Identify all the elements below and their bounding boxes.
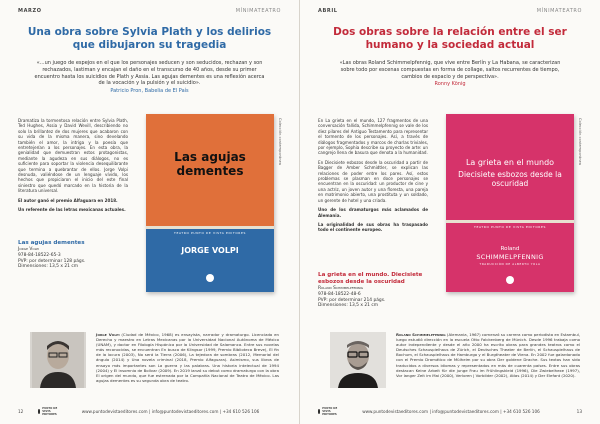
page-footer	[318, 406, 582, 416]
publisher-logo-icon	[318, 409, 320, 414]
cover-author-first: Roland	[500, 246, 520, 252]
page-title: Dos obras sobre la relación entre el ser humano y la sociedad actual	[333, 26, 567, 51]
book-author: Jorge Volpi	[18, 247, 40, 252]
book-title: La grieta en el mundo. Diecisiete esbozos desde la oscuridad	[318, 272, 423, 285]
press-quote	[332, 60, 568, 88]
book-price: PVP: por determinar	[18, 258, 63, 264]
author-bio	[396, 332, 580, 378]
publisher-logo-icon	[38, 409, 40, 414]
author-photo	[330, 332, 386, 388]
synopsis-paragraph: En Diecisiete esbozos desde la oscuridad a partir de Bagger de Amber Schmidtler, se explican las relaciones de poder entre los pares. Así, estos problemas se plasman en doce personajes se encuentran en la oscuridad: un productor de cine y una actriz, un joven autor y una floresta, una pareja en matrimonio abierto, una prostituta y un soldado, un gerente de hotel y una criada.	[318, 159, 428, 203]
quote-text: «…un juego de espejos en el que los personajes seducen y son seducidos, rechazan y son rechazados, lastiman y encajan el daño en el transcurso de 40 años, desde su primer encuentro hasta los suicidios de Plath y Assia. Las agujas dementes es una reflexión acerca de la vocación y la pulsión y el suicidio».	[34, 60, 265, 87]
book-price: PVP: por determinar	[318, 297, 363, 303]
footer-logo	[318, 407, 340, 416]
author-photo	[30, 332, 86, 388]
bio-author-name: Jorge Volpi	[96, 332, 120, 337]
bio-text: (Ciudad de México, 1968) es ensayista, narrador y dramaturgo. Licenciado en Derecho y maestro en Letras Mexicanas por la Universidad Nacional Autónoma de México (UNAM), y doctor en Filología Hispánica por la Universidad de Salamanca. Entre sus novelas más reconocidas, se encuentran En busca de Klingsor (1999, Premio Biblioteca Breve), El fin de la locura (2003), No será la Tierra (2006), La tejedora de sombras (2012, Memorial del ángulo (2014) y Una novela criminal (2018, Premio Alfaguara). Asimismo, sus libros de ensayo más importantes son La guerra y las palabras. Una historia intelectual de 1994 (2004) y El insomnio de Bolívar (2009). En 2019 lanzó su debut como dramaturgo con la obra El origen del mundo, que fue estrenada por la Compañía Nacional de Teatro de México. Las agujas dementes es su segunda obra de teatro.	[96, 332, 280, 383]
book-isbn: 978-84-18522-65-3	[18, 252, 61, 258]
author-bio	[96, 332, 279, 383]
cover-title: La grieta en el mundo	[465, 158, 555, 167]
quote-author: Patricio Pron, Babelia de El País	[110, 88, 189, 95]
book-author: Roland Schimmelpfennig	[318, 286, 364, 291]
page-title: Una obra sobre Sylvia Plath y los delirios que dibujaron su tragedia	[27, 26, 272, 51]
highlight-acclaim: Uno de los dramaturgos más aclamados de Alemania.	[318, 207, 428, 218]
cover-title: Las agujas dementes	[174, 150, 246, 178]
synopsis	[318, 118, 428, 237]
cover-series: TEATRO PUNTO DE VISTA EDITORES	[174, 231, 246, 235]
page-footer	[18, 406, 281, 416]
synopsis-paragraph: En La grieta en el mundo, 127 fragmentos de una conversación fallida, Schimmelpfennig se vale de los diez pilares del Antiguo Testamento para representar el tormento de los personajes. Así, a través de diálogos fragmentados y marcos de charlas triviales, por ejemplo, Sophia describe su proyecto de arte: un cangrejo llena de basura que denota a la humanidad.	[318, 118, 428, 156]
book-title: Las agujas dementes	[18, 240, 85, 246]
right-page	[300, 0, 600, 424]
collection-label: Colección contemporánea	[578, 118, 582, 165]
cover-subtitle: Diecisiete esbozos desde la oscuridad	[458, 170, 562, 188]
book-cover	[446, 114, 574, 292]
highlight-reference: Un referente de las letras mexicanas actuales.	[18, 207, 126, 213]
publisher-logo-icon	[506, 276, 514, 284]
month-label: MARZO	[18, 8, 42, 14]
month-label: ABRIL	[318, 8, 338, 14]
cover-author: JORGE VOLPI	[181, 246, 239, 255]
page-number: 13	[576, 408, 582, 414]
highlight-award: El autor ganó el premio Alfaguara en 2018.	[18, 197, 118, 203]
section-label: MÍNIMATEATRO	[235, 8, 281, 14]
highlight-originality: La originalidad de sus obras ha traspasado todo el continente europeo.	[318, 221, 428, 233]
bio-text: (Alemania, 1967) comenzó su carrera como periodista en Estambul, luego estudió dirección en la escuela Otto Falckenberg de Múnich. Desde 1996 trabaja como autor independiente y desde el año 2000 ha escrito obras para grandes teatros como el Deutsches Schauspielhaus de Zúrich, el Deutsches Theater de Berlín, el Schauspielhaus de Bochum, el Schauspielhaus de Hamburgo y el Burgtheater de Viena. En 2002 fue galardonado con el Premio Dramático de Mülheim por su obra Der goldene Drache. Sus textos han sido traducidos a diversos idiomas y representados en más de cuarenta países. Entre sus obras destacan Keine Arbeit für die junge Frau im Frühlingskleid (1996), Die Zwiebelhexe (1997), Vor langer Zeit im Mai (2000), Verloren | Vorbilder (2002), Atlas (2014) y Der Elefant (2020).	[396, 332, 580, 378]
quote-text: «Las obras Roland Schimmelpfennig, que vive entre Berlín y La Habana, se caracterizan sobre todo por escenas compuestas en forma de collage, saltos recurrentes de tiempo, cambios de espacio y de perspectiva».	[339, 60, 561, 80]
page-number: 12	[18, 408, 24, 414]
cover-series: TEATRO PUNTO DE VISTA EDITORES	[474, 225, 546, 229]
footer-logo	[38, 407, 60, 416]
page-header	[318, 8, 582, 18]
book-pages: 214 págs.	[363, 297, 386, 303]
cover-author-last: SCHIMMELPFENNIG	[476, 253, 544, 261]
synopsis-paragraph: Dramatiza la tormentosa relación entre Sylvia Plath, Ted Hughes, Assia y David Wevill, describiendo no solo la brillantez de dos mujeres que acabaron con su vida de la misma manera, sino develando también el amor, la intriga y la poesía que entretejerían a los personajes. En esta obra, la genialidad que demuestran estos protagonistas, mediante la agudeza en sus diálogos, no es suficiente para soportar la violencia desequilibrante que termina a quebrantar de ellos. Jorge Volpi desnuda, valiéndose de un lenguaje vívido, los hechos que propiciaron el inicio del este final siniestro que quedó marcado en la historia de la literatura universal.	[18, 118, 128, 194]
cover-translator: TRADUCCIÓN DE ALBERTO YOLA	[479, 262, 541, 266]
footer-contact: www.puntodevistaeditores.com | info@puntodevistaeditores.com | +34 610 526 106	[81, 408, 260, 414]
section-label: MÍNIMATEATRO	[536, 8, 582, 14]
press-quote	[32, 60, 267, 95]
book-cover	[146, 114, 274, 292]
quote-author: Ronny König	[434, 81, 466, 88]
book-details	[18, 240, 128, 270]
footer-logo-text: PUNTO DE VISTA EDITORES	[42, 406, 58, 416]
bio-author-name: Roland Schimmelpfennig	[396, 332, 446, 337]
book-dimensions: Dimensiones: 13,5 x 21 cm	[18, 264, 79, 270]
book-isbn: 978-84-18522-48-6	[318, 291, 361, 297]
book-pages: 128 págs.	[63, 258, 86, 264]
collection-label: Colección contemporánea	[278, 118, 282, 165]
book-details	[318, 272, 428, 309]
footer-logo-text: PUNTO DE VISTA EDITORES	[322, 406, 338, 416]
synopsis	[18, 118, 128, 217]
cover-bottom	[146, 226, 274, 292]
page-header	[18, 8, 281, 18]
publisher-logo-icon	[206, 274, 214, 282]
footer-contact: www.puntodevistaeditores.com | info@puntodevistaeditores.com | +34 610 526 106	[362, 408, 540, 414]
book-dimensions: Dimensiones: 13,5 x 21 cm	[318, 303, 379, 309]
